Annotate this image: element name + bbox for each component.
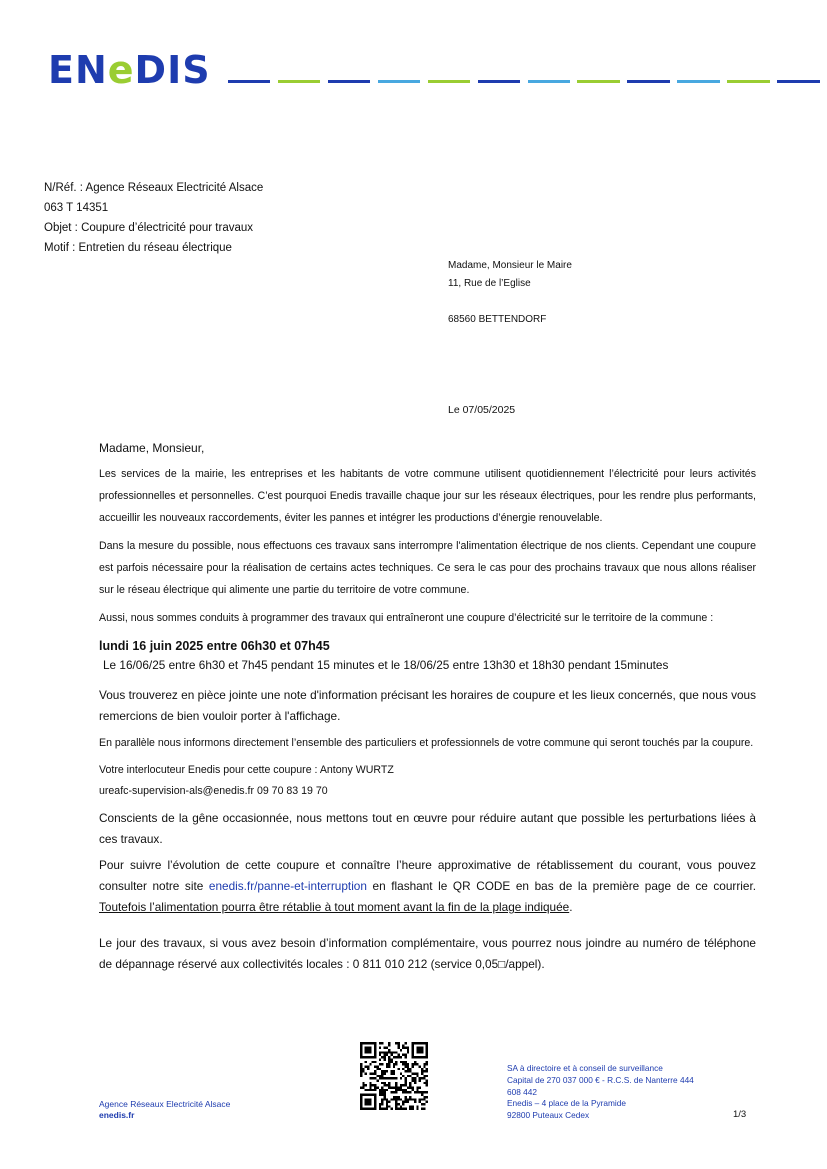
paragraph-apology: Conscients de la gêne occasionnée, nous mettons tout en œuvre pour réduire autant que possible les perturbations liées à ces travaux.: [99, 811, 756, 846]
header-line-segment: [677, 80, 719, 83]
outage-info-link[interactable]: enedis.fr/panne-et-interruption: [208, 879, 367, 893]
paragraph-outage-announcement: Aussi, nous sommes conduits à programmer des travaux qui entraîneront une coupure d’électricité sur le territoire de la commune :: [99, 612, 714, 624]
header-line-segment: [727, 80, 769, 83]
header-line-segment: [378, 80, 420, 83]
header-line-segment: [328, 80, 370, 83]
reference-code: 063 T 14351: [44, 202, 109, 214]
header-line-segment: [577, 80, 619, 83]
header-line-segment: [478, 80, 520, 83]
letter-date: Le 07/05/2025: [448, 404, 516, 416]
recipient-address: [448, 257, 572, 329]
header-line-segment: [528, 80, 570, 83]
paragraph-works: Dans la mesure du possible, nous effectuons ces travaux sans interrompre l'alimentation électrique de nos clients. Cependant une coupure est parfois nécessaire pour la réalisation de certains actes techniques. Ce sera le cas pour des prochains travaux que nous allons réaliser sur le réseau électrique qui alimente une partie du territoire de votre commune.: [99, 540, 756, 596]
legal-line: SA à directoire et à conseil de surveillance: [507, 1063, 663, 1073]
header-decorative-line: [228, 80, 827, 83]
qr-code-image: [360, 1042, 428, 1110]
legal-line: Capital de 270 037 000 € - R.C.S. de Nanterre 444: [507, 1074, 694, 1085]
contact-block: [99, 760, 756, 802]
letter-body: [99, 441, 756, 980]
recipient-city: 68560 BETTENDORF: [448, 314, 547, 325]
restoration-note: Toutefois l’alimentation pourra être rétablie à tout moment avant la fin de la plage indiquée: [99, 900, 570, 914]
paragraph-intro: Les services de la mairie, les entreprises et les habitants de votre commune utilisent quotidiennement l’électricité pour leurs activités professionnelles et personnelles. C’est pourquoi Enedis travaille chaque jour sur les réseaux électriques, pour les rendre plus performants, accueillir les nouveaux raccordements, éviter les pannes et intégrer les productions d’énergie renouvelable.: [99, 468, 756, 524]
footer-agency-name: Agence Réseaux Electricité Alsace: [99, 1099, 231, 1109]
paragraph-attachment: Vous trouverez en pièce jointe une note d'information précisant les horaires de coupure et les lieux concernés, que nous vous remercions de bien vouloir porter à l'affichage.: [99, 688, 756, 723]
footer-agency: [99, 1099, 230, 1121]
header-line-segment: [428, 80, 470, 83]
recipient-name: Madame, Monsieur le Maire: [448, 260, 572, 271]
legal-line: 92800 Puteaux Cedex: [507, 1110, 590, 1121]
contact-details: ureafc-supervision-als@enedis.fr 09 70 83 19 70: [99, 785, 328, 797]
enedis-logo: ENeDIS: [48, 48, 211, 92]
outage-date: lundi 16 juin 2025 entre 06h30 et 07h45: [99, 639, 330, 653]
header-line-segment: [627, 80, 669, 83]
legal-line: Enedis – 4 place de la Pyramide: [507, 1098, 626, 1109]
page-number: 1/3: [733, 1109, 747, 1120]
reference-line: N/Réf. : Agence Réseaux Electricité Alsace: [44, 182, 264, 194]
salutation: Madame, Monsieur,: [99, 441, 205, 455]
reference-block: [44, 178, 263, 258]
header-line-segment: [777, 80, 819, 83]
legal-line: 608 442: [507, 1086, 537, 1097]
paragraph-follow-up: Pour suivre l’évolution de cette coupure et connaître l’heure approximative de rétablissement du courant, vous pouvez consulter notre site enedis.fr/panne-et-interruption en flashant le QR CODE en bas de la première page de ce courrier. Toutefois l’alimentation pourra être rétablie à tout moment avant la fin de la plage indiquée.: [99, 858, 757, 914]
outage-schedule: Le 16/06/25 entre 6h30 et 7h45 pendant 15 minutes et le 18/06/25 entre 13h30 et 18h30 pendant 15minutes: [103, 658, 669, 672]
recipient-street: 11, Rue de l’Eglise: [448, 278, 531, 289]
paragraph-phone: Le jour des travaux, si vous avez besoin d’information complémentaire, vous pourrez nous joindre au numéro de téléphone de dépannage réservé aux collectivités locales : 0 811 010 212 (service 0,05□/appel).: [99, 936, 756, 971]
subject-line: Objet : Coupure d’électricité pour travaux: [44, 222, 254, 234]
header-line-segment: [228, 80, 270, 83]
header-line-segment: [278, 80, 320, 83]
contact-person: Votre interlocuteur Enedis pour cette coupure : Antony WURTZ: [99, 764, 394, 776]
footer-site-link[interactable]: enedis.fr: [99, 1110, 135, 1120]
reason-line: Motif : Entretien du réseau électrique: [44, 242, 232, 254]
paragraph-informing: En parallèle nous informons directement l’ensemble des particuliers et professionnels de votre commune qui seront touchés par la coupure.: [99, 737, 754, 749]
footer-legal: [507, 1063, 694, 1122]
